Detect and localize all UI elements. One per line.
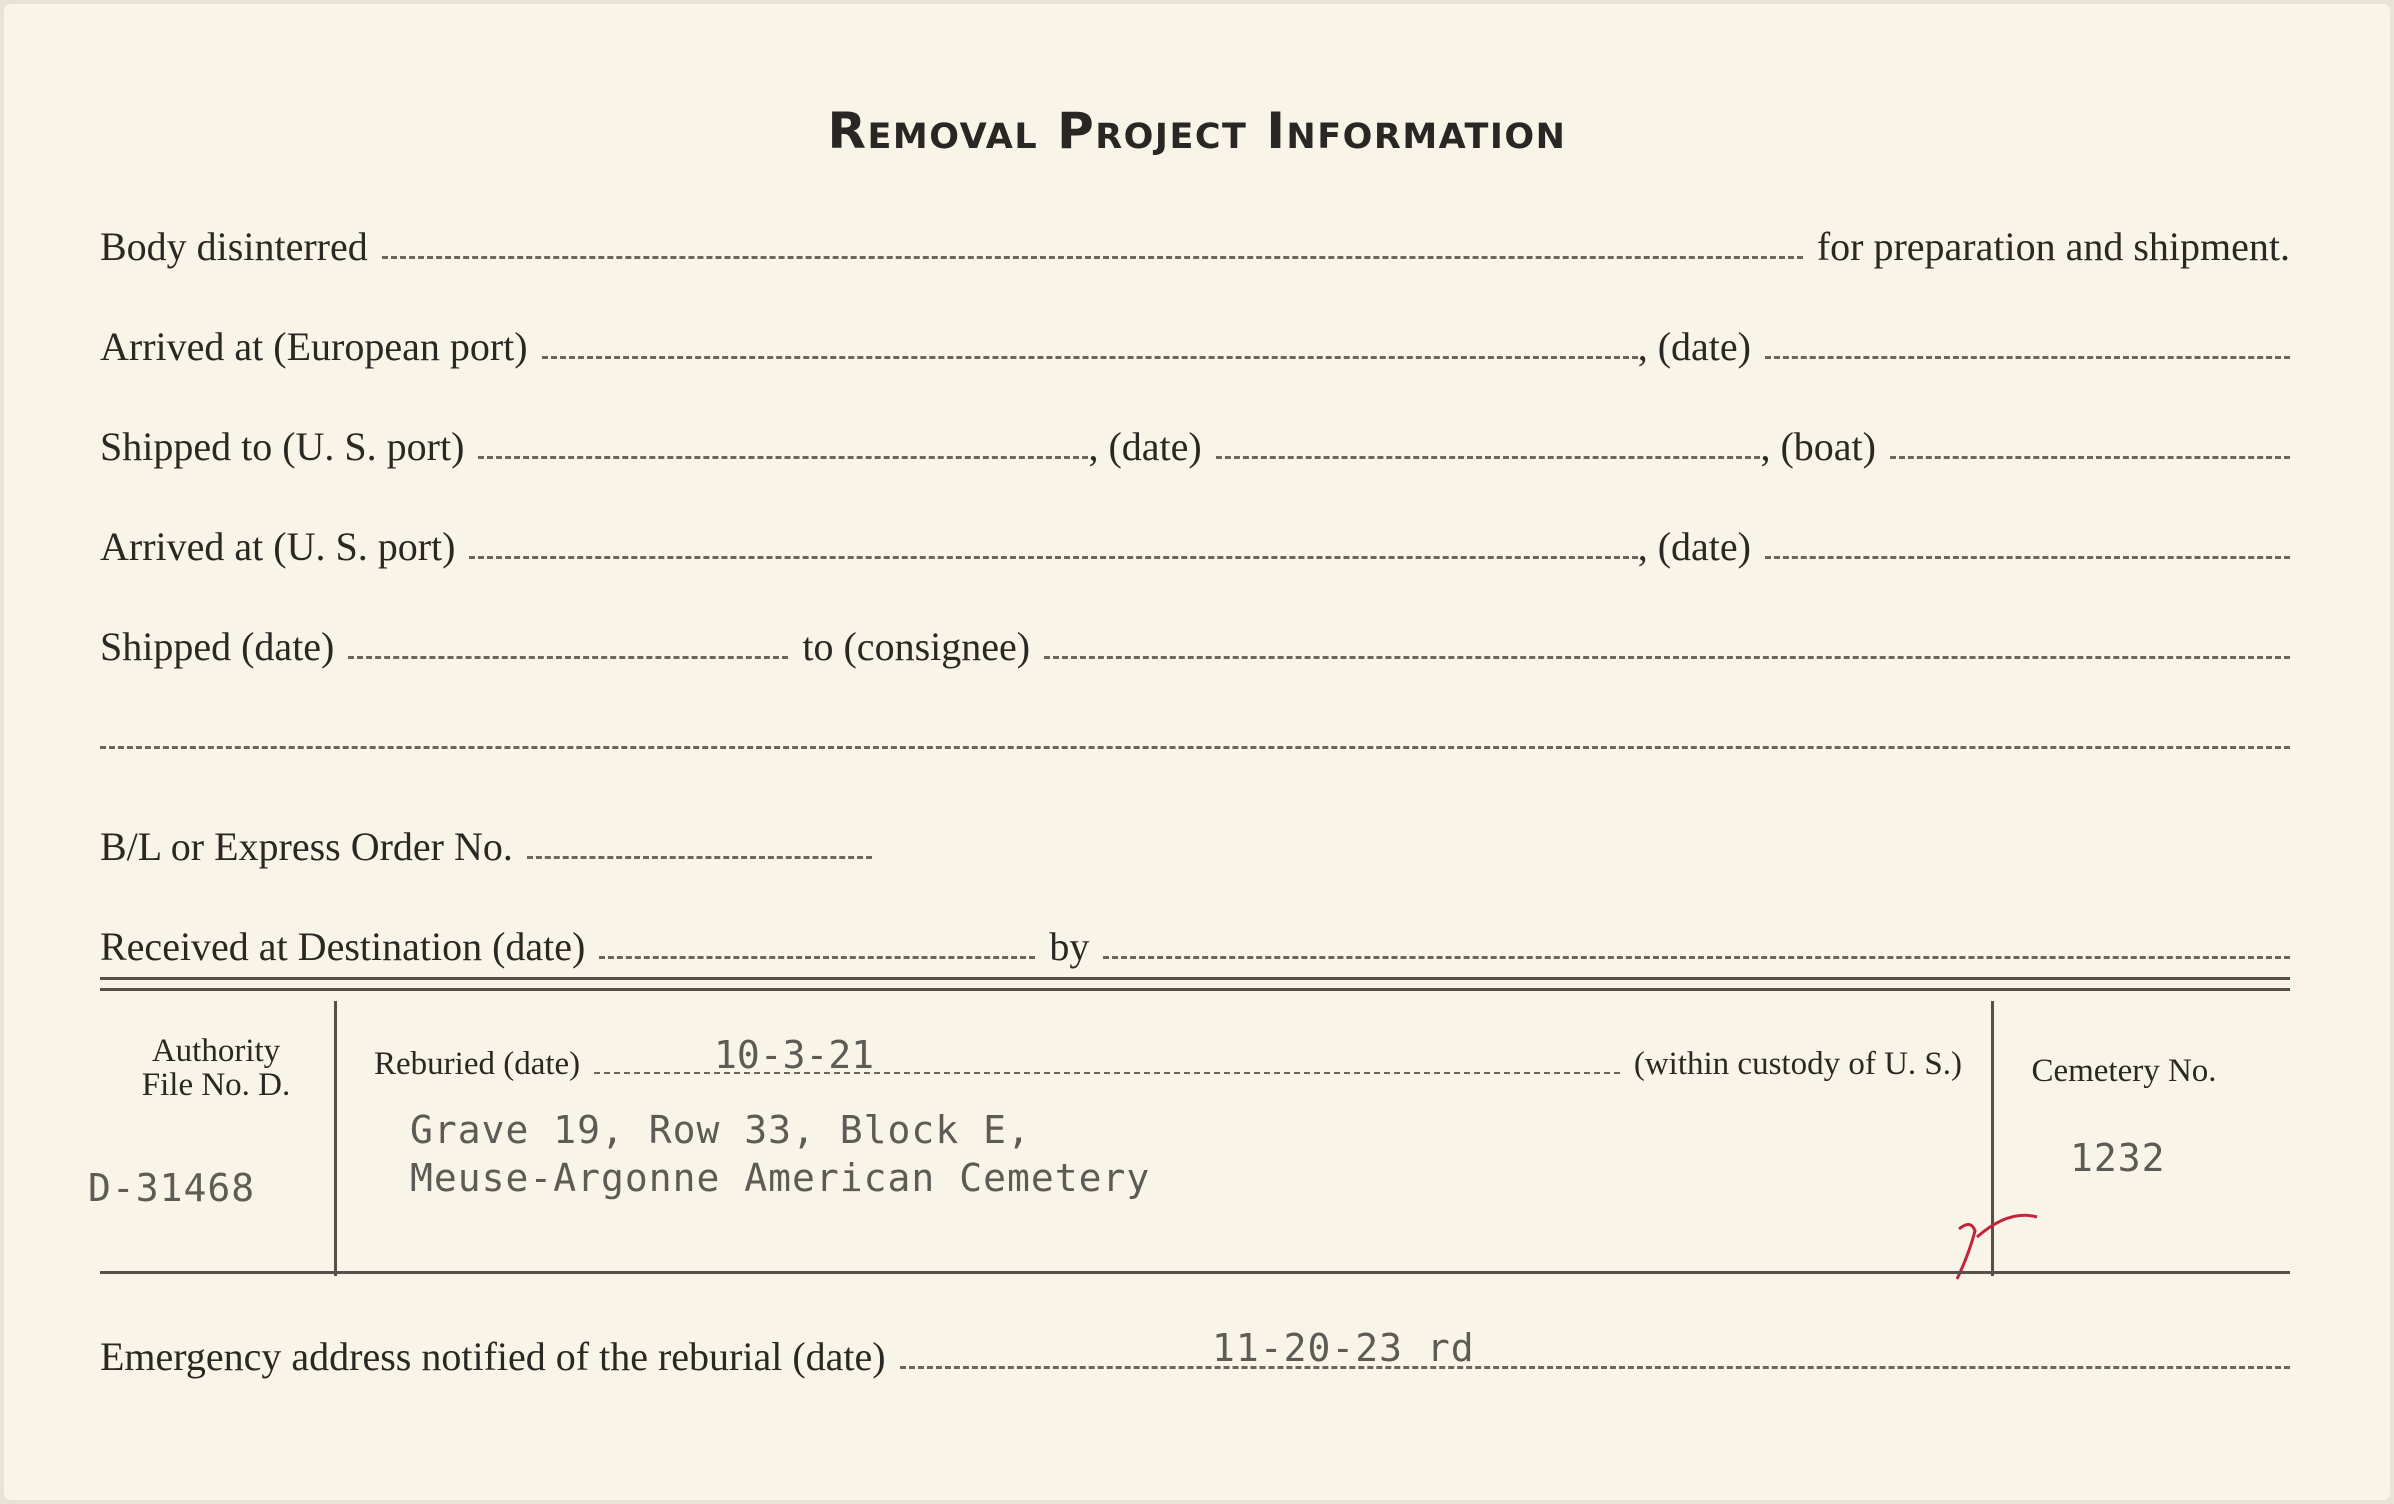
authority-label (96, 1034, 336, 1102)
received-label: Received at Destination (date) (100, 924, 586, 969)
row-bl-order (100, 814, 2290, 870)
authority-label-line1: Authority (151, 1033, 281, 1069)
bl-order-label: B/L or Express Order No. (100, 824, 513, 869)
row-reburied (374, 1033, 1962, 1083)
row-body-disinterred (100, 214, 2290, 270)
received-by-field[interactable] (1103, 956, 2290, 959)
bl-order-field[interactable] (527, 856, 872, 859)
consignee-field[interactable] (1044, 656, 2290, 659)
reburied-label: Reburied (date) (374, 1046, 581, 1082)
bottom-rule (100, 1271, 2290, 1274)
arrived-european-date-field[interactable] (1765, 356, 2290, 359)
record-card (4, 4, 2390, 1500)
burial-location-line1: Grave 19, Row 33, Block E, (410, 1108, 1031, 1152)
red-check-mark-icon (1949, 1209, 2039, 1289)
arrived-us-date-label: , (date) (1637, 524, 1751, 569)
received-date-field[interactable] (599, 956, 1035, 959)
shipped-us-boat-label: , (boat) (1760, 424, 1876, 469)
arrived-us-port-field[interactable] (469, 556, 1637, 559)
body-disinterred-field[interactable] (382, 256, 1803, 259)
arrived-us-date-field[interactable] (1765, 556, 2290, 559)
shipped-us-date-field[interactable] (1216, 456, 1761, 459)
shipped-us-port-field[interactable] (478, 456, 1088, 459)
shipped-date-field[interactable] (348, 656, 788, 659)
authority-file-number: D-31468 (88, 1166, 256, 1210)
row-blank-continuation (100, 704, 2290, 760)
body-disinterred-suffix: for preparation and shipment. (1816, 224, 2290, 269)
row-shipped-us (100, 414, 2290, 470)
row-arrived-us (100, 514, 2290, 570)
arrived-us-label: Arrived at (U. S. port) (100, 524, 456, 569)
shipped-us-date-label: , (date) (1088, 424, 1202, 469)
row-shipped-date (100, 614, 2290, 670)
shipped-us-boat-field[interactable] (1890, 456, 2290, 459)
emergency-date-field[interactable] (900, 1366, 2290, 1369)
body-disinterred-label: Body disinterred (100, 224, 368, 269)
continuation-field[interactable] (100, 746, 2290, 749)
emergency-date-value: 11-20-23 rd (1212, 1326, 1475, 1370)
consignee-label: to (consignee) (802, 624, 1031, 669)
row-emergency (100, 1324, 2290, 1380)
custody-label: (within custody of U. S.) (1633, 1046, 1962, 1082)
cemetery-number: 1232 (2070, 1136, 2166, 1180)
arrived-european-date-label: , (date) (1637, 324, 1751, 369)
arrived-european-port-field[interactable] (542, 356, 1638, 359)
burial-location-line2: Meuse-Argonne American Cemetery (410, 1156, 1151, 1200)
section-divider (100, 977, 2290, 991)
emergency-label: Emergency address notified of the reburial (date) (100, 1334, 886, 1379)
page-title: Removal Project Information (827, 102, 1567, 160)
arrived-european-label: Arrived at (European port) (100, 324, 528, 369)
reburied-date-value: 10-3-21 (714, 1033, 875, 1077)
cemetery-label: Cemetery No. (2031, 1053, 2217, 1089)
row-received (100, 914, 2290, 970)
shipped-date-label: Shipped (date) (100, 624, 335, 669)
row-arrived-european (100, 314, 2290, 370)
authority-label-line2: File No. D. (141, 1067, 291, 1103)
shipped-us-label: Shipped to (U. S. port) (100, 424, 465, 469)
received-by-label: by (1049, 924, 1090, 969)
